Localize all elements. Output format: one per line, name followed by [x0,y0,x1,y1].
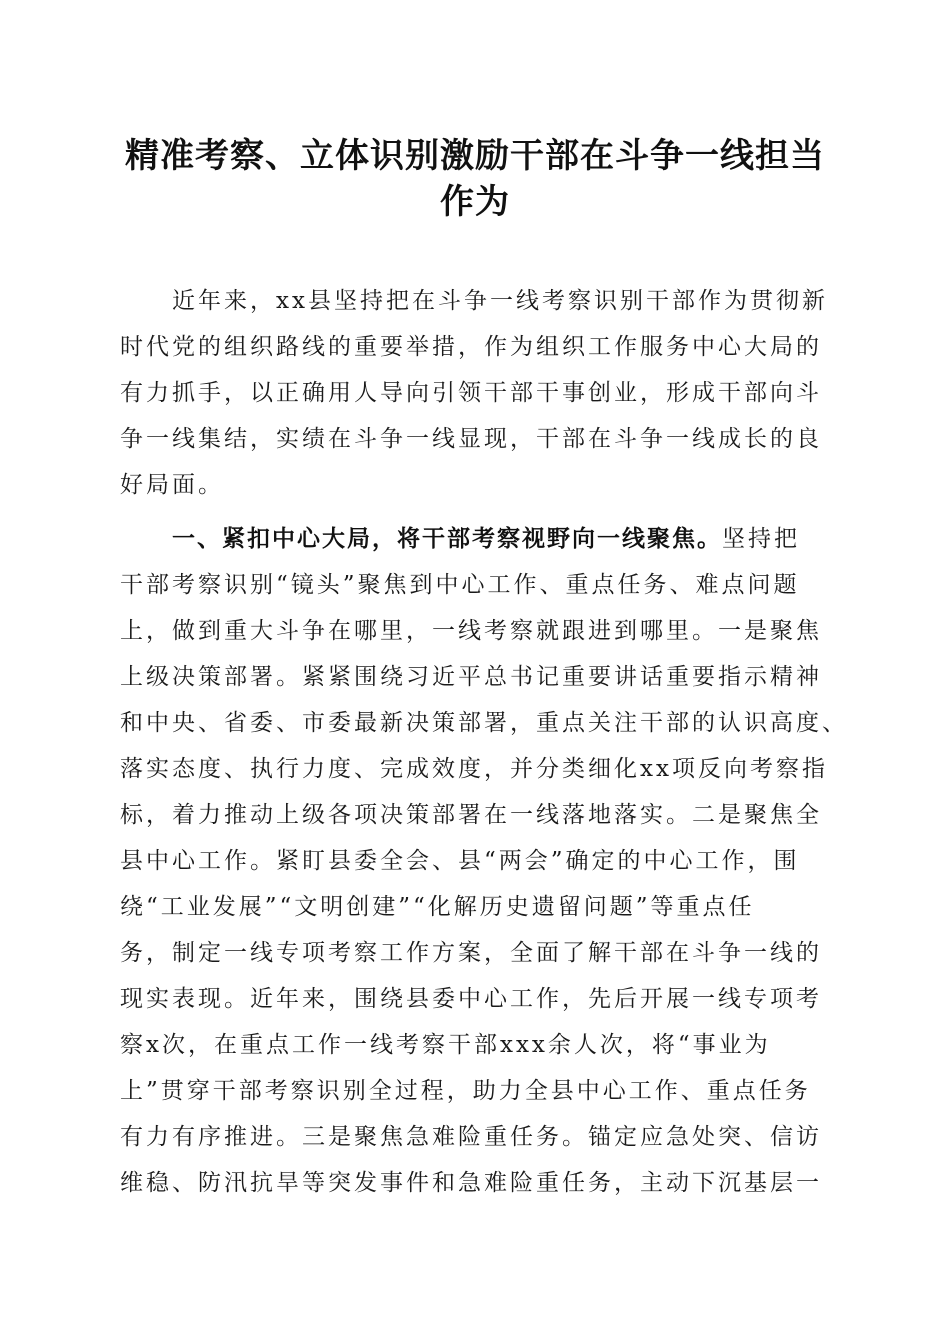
text-line: 上级决策部署。紧紧围绕习近平总书记重要讲话重要指示精神 [120,664,822,690]
text-line: 干部考察识别“镜头”聚焦到中心工作、重点任务、难点问题 [120,572,800,598]
text-line: 察x次，在重点工作一线考察干部xxx余人次，将“事业为 [120,1032,771,1058]
title-line-1: 精准考察、立体识别激励干部在斗争一线担当 [125,136,825,176]
document-title [100,133,850,225]
text-line: 近年来，xx县坚持把在斗争一线考察识别干部作为贯彻新 [172,288,828,314]
text-line: 标，着力推动上级各项决策部署在一线落地落实。二是聚焦全 [120,802,822,828]
text-line: 县中心工作。紧盯县委全会、县“两会”确定的中心工作，围 [120,848,800,874]
text-line: 落实态度、执行力度、完成效度，并分类细化xx项反向考察指 [120,756,828,782]
document-body [120,278,848,1206]
intro-paragraph [120,278,834,508]
text-line: 维稳、防汛抗旱等突发事件和急难险重任务，主动下沉基层一 [120,1170,822,1196]
section-1-heading: 一、紧扣中心大局，将干部考察视野向一线聚焦。 [172,526,722,552]
text-line: 绕“工业发展”“文明创建”“化解历史遗留问题”等重点任 [120,894,755,920]
title-line-2: 作为 [440,182,510,222]
text-line: 争一线集结，实绩在斗争一线显现，干部在斗争一线成长的良 [120,426,822,452]
text-line: 和中央、省委、市委最新决策部署，重点关注干部的认识高度、 [120,710,848,736]
text-line: 有力有序推进。三是聚焦急难险重任务。锚定应急处突、信访 [120,1124,822,1150]
text-line: 务，制定一线专项考察工作方案，全面了解干部在斗争一线的 [120,940,822,966]
text-line: 好局面。 [120,472,224,498]
text-line: 上”贯穿干部考察识别全过程，助力全县中心工作、重点任务 [120,1078,811,1104]
section-1-first-line [120,516,834,562]
section-1-paragraph [120,516,848,1206]
text-line: 现实表现。近年来，围绕县委中心工作，先后开展一线专项考 [120,986,822,1012]
text-line: 有力抓手，以正确用人导向引领干部干事创业，形成干部向斗 [120,380,822,406]
paragraph-gap [120,508,834,516]
text-line: 时代党的组织路线的重要举措，作为组织工作服务中心大局的 [120,334,822,360]
section-1-first-line-tail: 坚持把 [722,526,800,552]
text-line: 上，做到重大斗争在哪里，一线考察就跟进到哪里。一是聚焦 [120,618,822,644]
